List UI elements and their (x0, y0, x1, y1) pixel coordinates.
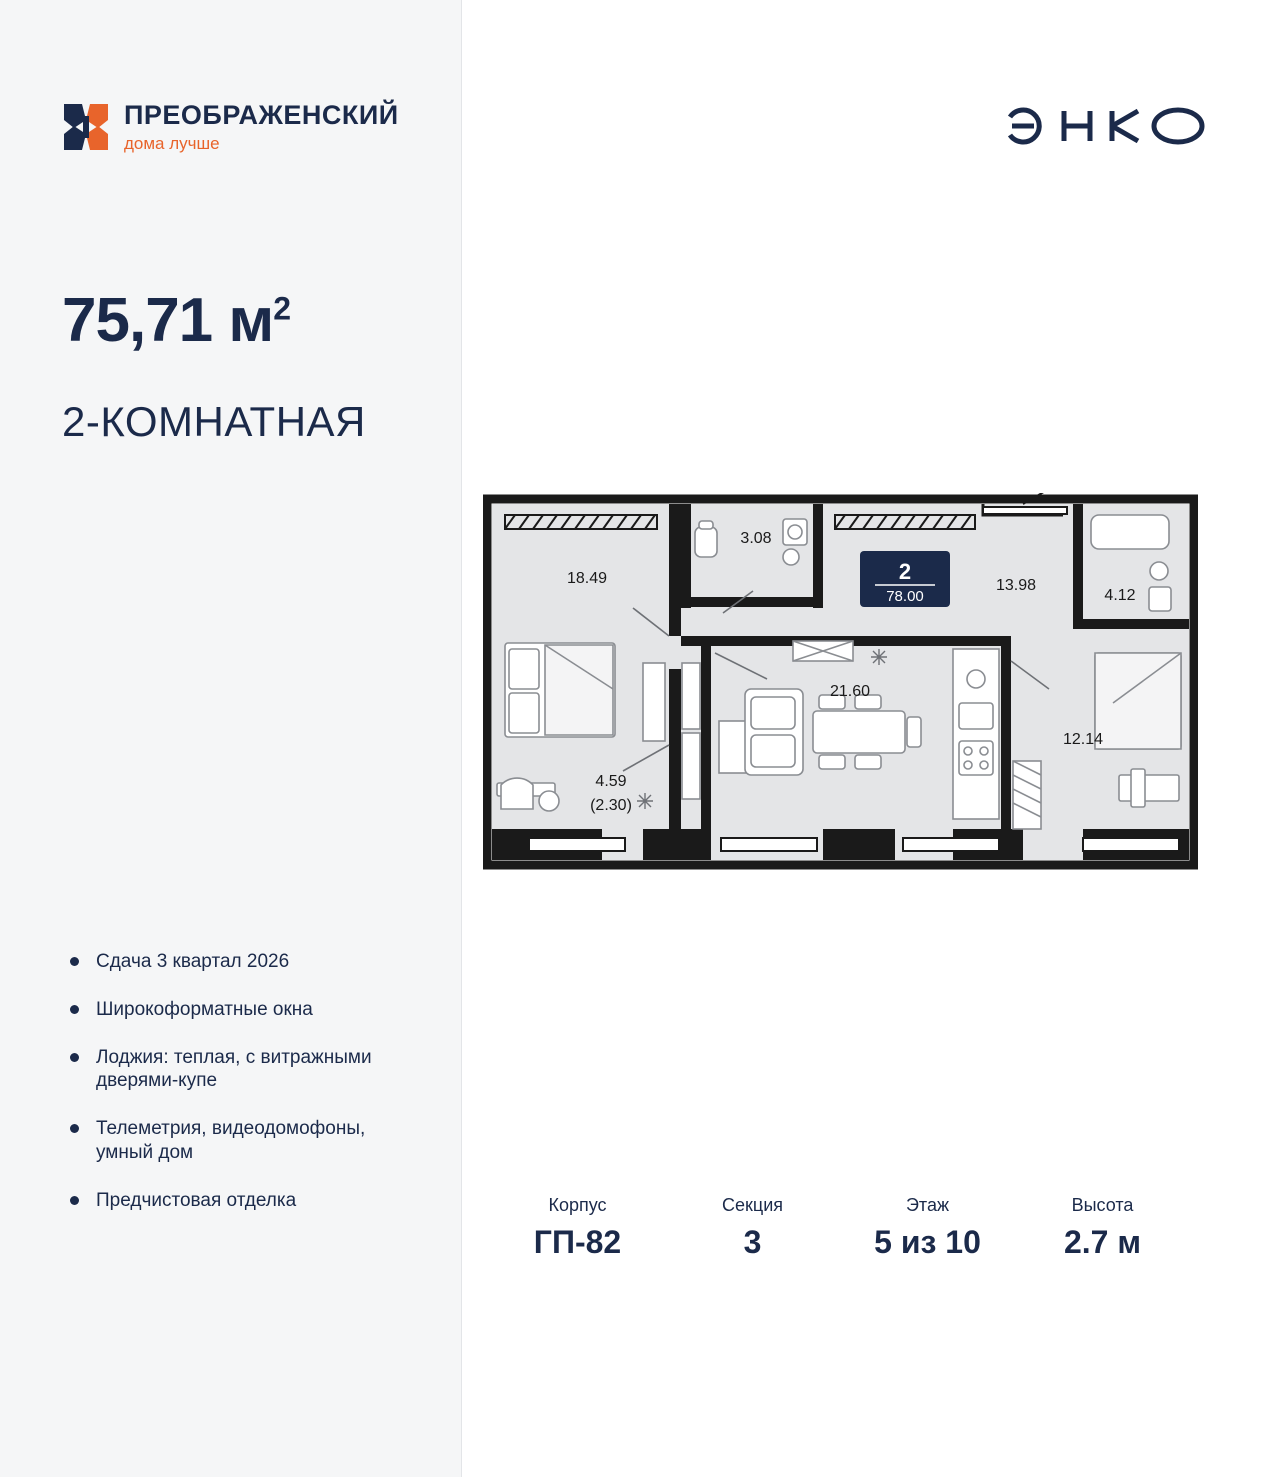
list-item: Предчистовая отделка (66, 1189, 396, 1213)
left-info-panel (0, 0, 462, 1477)
info-value: 3 (743, 1224, 762, 1260)
floor-plan (483, 493, 1198, 871)
info-etazh (840, 1195, 1015, 1261)
info-label: Высота (1071, 1195, 1134, 1215)
list-item: Телеметрия, видеодомофоны, умный дом (66, 1117, 396, 1165)
info-value: ГП-82 (533, 1224, 622, 1260)
room-area-bathroom-small: 3.08 (740, 530, 772, 547)
butterfly-logo-icon (62, 100, 110, 154)
info-label: Секция (722, 1195, 783, 1215)
info-label: Корпус (548, 1195, 607, 1215)
room-area-loggia: 4.59 (595, 773, 627, 790)
brand-block (62, 100, 399, 154)
list-item: Сдача 3 квартал 2026 (66, 950, 396, 974)
info-vysota (1015, 1195, 1190, 1261)
features-list (66, 950, 396, 1236)
rooms-count-label: 2-КОМНАТНАЯ (62, 398, 366, 445)
room-area-hall: 13.98 (995, 577, 1037, 594)
list-item: Лоджия: теплая, с витражными дверями-купе (66, 1046, 396, 1094)
room-area-loggia-reduced: (2.30) (590, 797, 632, 814)
badge-room-count: 2 (898, 559, 912, 584)
room-area-bedroom-left: 18.49 (566, 570, 608, 587)
room-area-bathroom-right: 4.12 (1104, 587, 1136, 604)
badge-total-area: 78.00 (886, 588, 924, 605)
enko-logo (1002, 103, 1212, 149)
info-sektsiya (665, 1195, 840, 1261)
building-info-row (490, 1195, 1190, 1261)
room-area-living-kitchen: 21.60 (829, 683, 871, 700)
info-value: 5 из 10 (874, 1224, 981, 1260)
area-value (62, 285, 290, 356)
info-value: 2.7 м (1063, 1224, 1142, 1260)
area-number: 75,71 м (62, 286, 274, 355)
room-area-bedroom-right: 12.14 (1062, 731, 1104, 748)
info-korpus (490, 1195, 665, 1261)
list-item: Широкоформатные окна (66, 998, 396, 1022)
info-label: Этаж (905, 1195, 950, 1215)
area-superscript: 2 (273, 290, 291, 327)
total-area-badge (860, 551, 950, 607)
brand-name: ПРЕОБРАЖЕНСКИЙ (124, 100, 399, 130)
brand-tagline: дома лучше (124, 134, 220, 153)
